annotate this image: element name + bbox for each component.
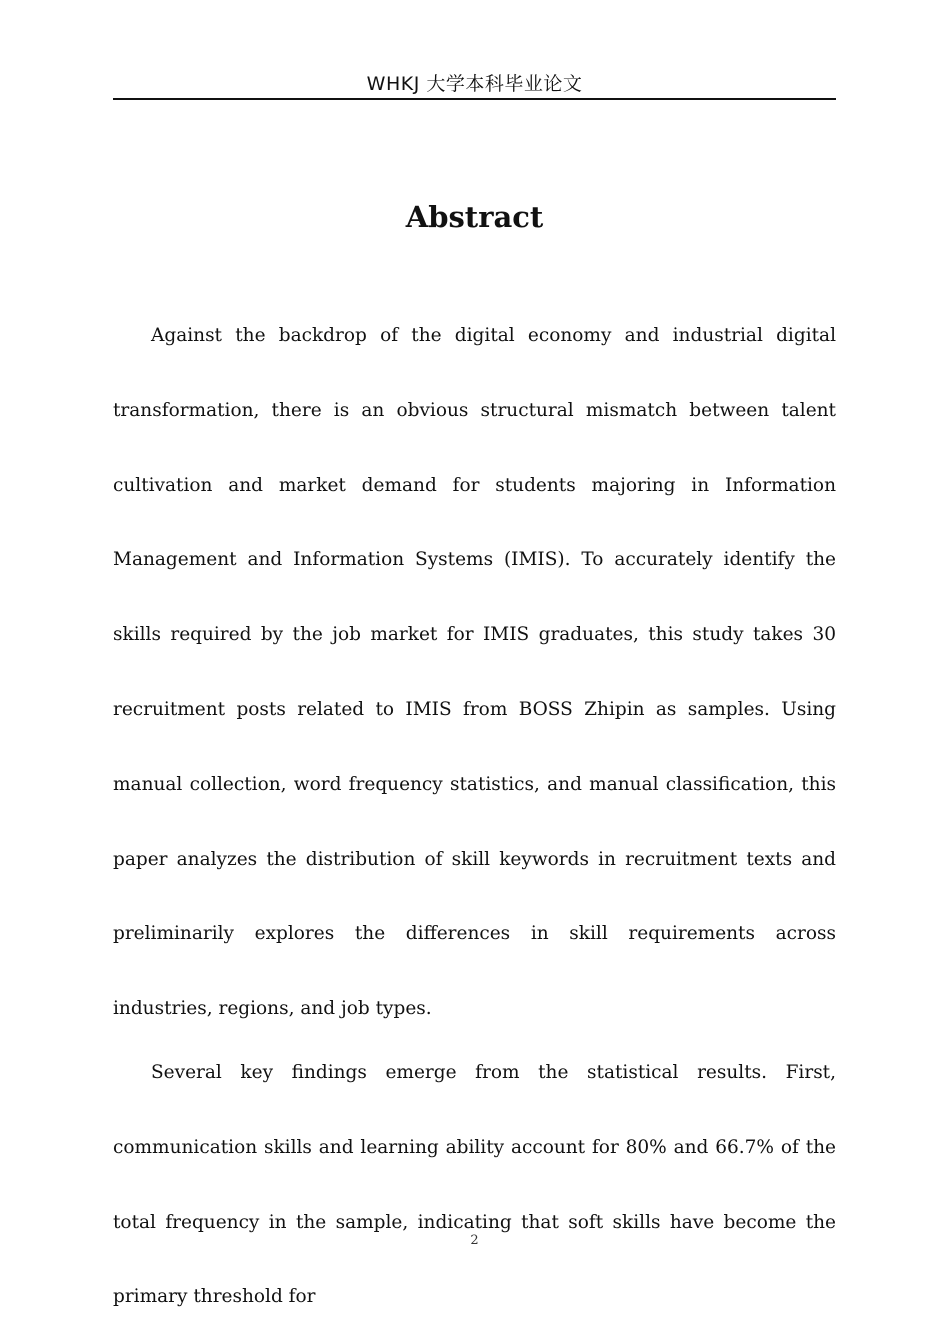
abstract-paragraph-1: Against the backdrop of the digital economy and industrial digital transformation, there is an obvious structural mismatch between talent cultivation and market demand for students majoring in Information Management and Information Systems (IMIS). To accurately identify the skills required by the job market for IMIS graduates, this study takes 30 recruitment posts related to IMIS from BOSS Zhipin as samples. Using manual collection, word frequency statistics, and manual classification, this paper analyzes the distribution of skill keywords in recruitment texts and preliminarily explores the differences in skill requirements across industries, regions, and job types. <box>113 325 836 1020</box>
abstract-title: Abstract <box>405 200 544 234</box>
header-rule <box>113 98 836 100</box>
page-number: 2 <box>470 1233 479 1248</box>
abstract-paragraph-2: Several key findings emerge from the statistical results. First, communication skills and learning ability account for 80% and 66.7% of the total frequency in the sample, indicating that soft skills have become the primary threshold for <box>113 1061 836 1308</box>
abstract-body <box>113 299 836 1335</box>
running-header: WHKJ 大学本科毕业论文 <box>366 73 583 95</box>
